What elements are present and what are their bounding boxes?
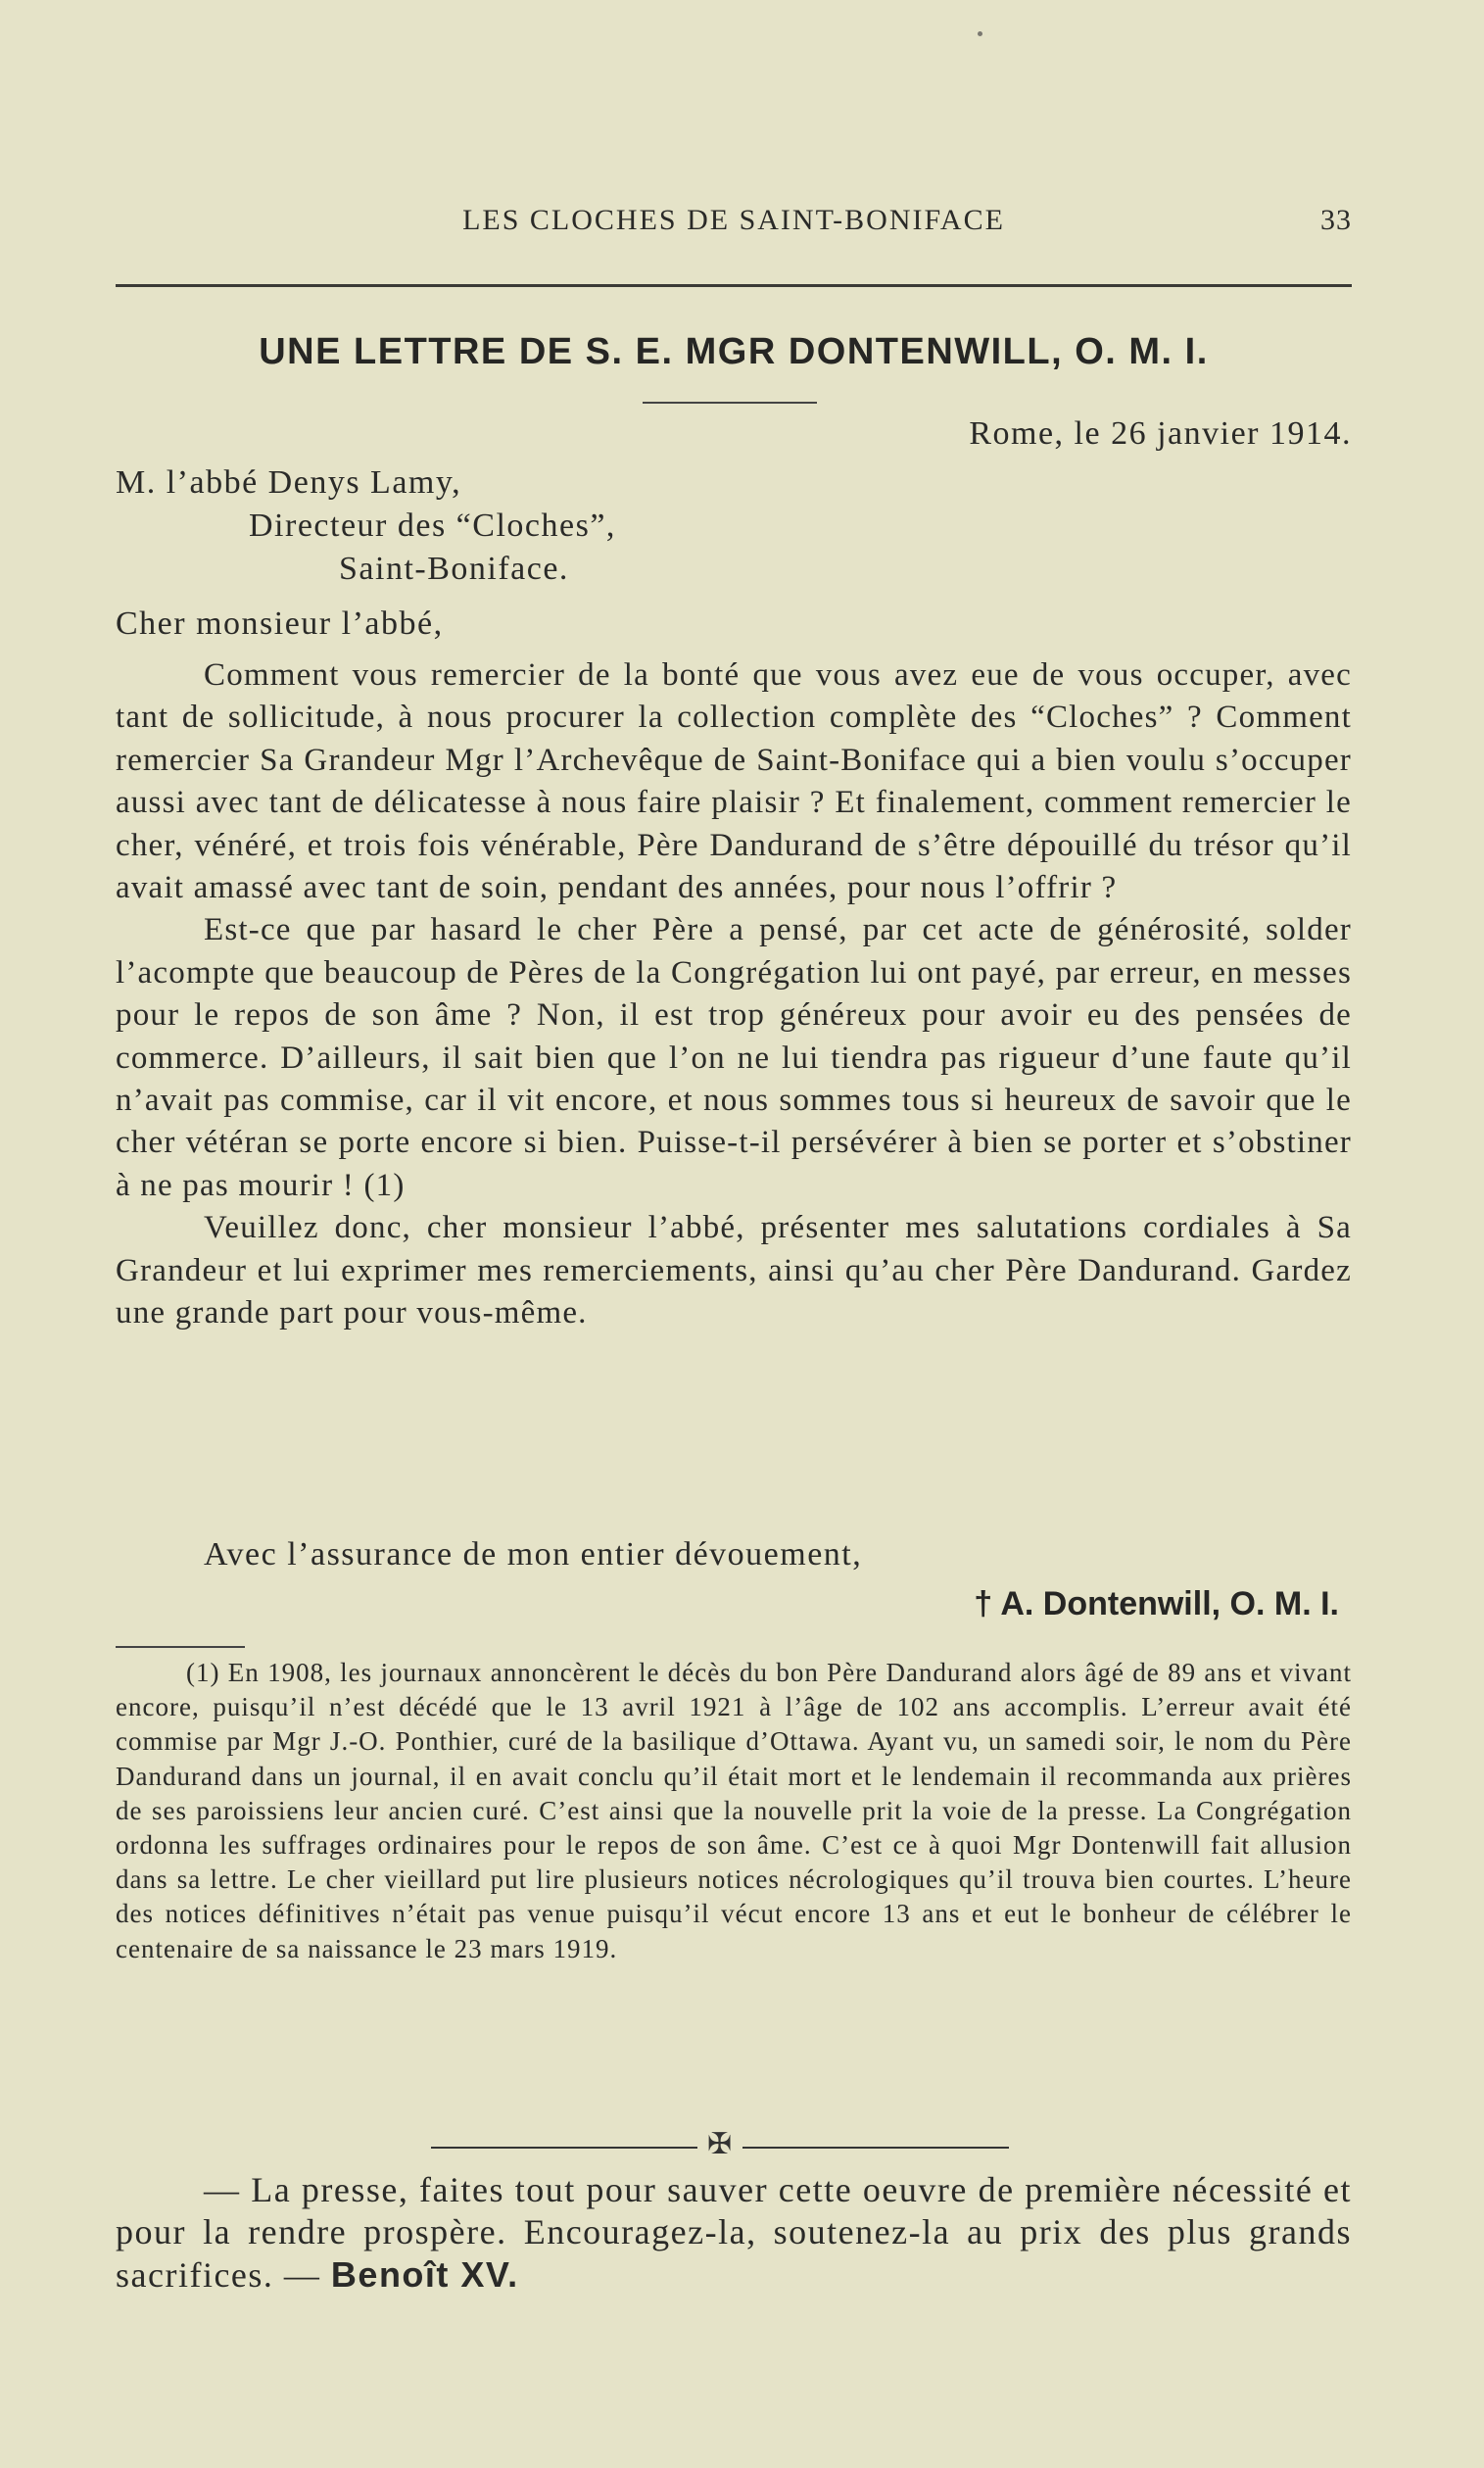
closing: Avec l’assurance de mon entier dévouement, [204,1536,863,1573]
divider-line [742,2147,1009,2149]
cross-icon: ✠ [707,2128,733,2160]
signature: † A. Dontenwill, O. M. I. [974,1585,1339,1622]
title-rule [643,402,817,404]
letter-title: UNE LETTRE DE S. E. MGR DONTENWILL, O. M. I. [259,331,1209,372]
letter-body [116,654,1352,1335]
header-rule [116,284,1352,287]
running-title: LES CLOCHES DE SAINT-BONIFACE [462,204,1005,236]
papal-quote [116,2169,1352,2297]
quote-paragraph [116,2169,1352,2297]
footnote-text: (1) En 1908, les journaux annoncèrent le décès du bon Père Dandurand alors âgé de 89 ans et vivant encore, puisqu’il n’est décédé que le 13 avril 1921 à l’âge de 102 ans accomplis. L’erreur avait été commise par Mgr J.-O. Ponthier, curé de la basilique d’Ottawa. Ayant vu, un samedi soir, le nom du Père Dandurand dans un journal, il en avait conclu qu’il était mort et le lendemain il recommanda aux prières de ses paroissiens leur ancien curé. C’est ainsi que la nouvelle prit la voie de la presse. La Congrégation ordonna les suffrages ordinaires pour le repos de son âme. C’est ce à quoi Mgr Dontenwill fait allusion dans sa lettre. Le cher vieillard put lire plusieurs notices nécrologiques qu’il trouva bien courtes. L’heure des notices définitives n’était pas venue puisqu’il vécut encore 13 ans et eut le bonheur de célébrer le centenaire de sa naissance le 23 mars 1919. [116,1658,1352,1963]
salutation: Cher monsieur l’abbé, [116,605,444,642]
page-number: 33 [1320,204,1352,236]
letter-paragraph: Comment vous remercier de la bonté que vous avez eue de vous occuper, avec tant de sollicitude, à nous procurer la collection complète des “Cloches” ? Comment remercier Sa Grandeur Mgr l’Archevêque de Saint-Boniface qui a bien voulu s’occuper aussi avec tant de délicatesse à nous faire plaisir ? Et finalement, comment remercier le cher, vénéré, et trois fois vénérable, Père Dandurand de s’être dépouillé du trésor qu’il avait amassé avec tant de soin, pendant des années, pour nous l’offrir ? [116,657,1352,906]
section-divider [431,2128,1009,2160]
footnote [116,1656,1352,1966]
quote-author: Benoît XV. [330,2254,519,2295]
address-line: Saint-Boniface. [339,551,569,587]
letter-paragraph: Veuillez donc, cher monsieur l’abbé, présenter mes salutations cordiales à Sa Grandeur et lui exprimer mes remerciements, ainsi qu’au cher Père Dandurand. Gardez une grande part pour vous-même. [116,1210,1352,1331]
dateline: Rome, le 26 janvier 1914. [969,415,1352,452]
address-line: M. l’abbé Denys Lamy, [116,464,462,501]
paper-speck [978,31,982,36]
quote-text: — La presse, faites tout pour sauver cette oeuvre de première nécessité et pour la rendre prospère. Encouragez-la, soutenez-la au prix des plus grands sacrifices. — [116,2170,1352,2295]
footnote-rule [116,1646,245,1648]
address-line: Directeur des “Cloches”, [249,508,616,544]
running-head [116,204,1352,253]
letter-paragraph: Est-ce que par hasard le cher Père a pensé, par cet acte de générosité, solder l’acompte que beaucoup de Pères de la Congrégation lui ont payé, par erreur, en messes pour le repos de son âme ? Non, il est trop généreux pour avoir eu des pensées de commerce. D’ailleurs, il sait bien que l’on ne lui tiendra pas rigueur d’une faute qu’il n’avait pas commise, car il vit encore, et nous sommes tous si heureux de savoir que le cher vétéran se porte encore si bien. Puisse-t-il persévérer à bien se porter et s’obstiner à ne pas mourir ! (1) [116,912,1352,1203]
divider-line [431,2147,697,2149]
